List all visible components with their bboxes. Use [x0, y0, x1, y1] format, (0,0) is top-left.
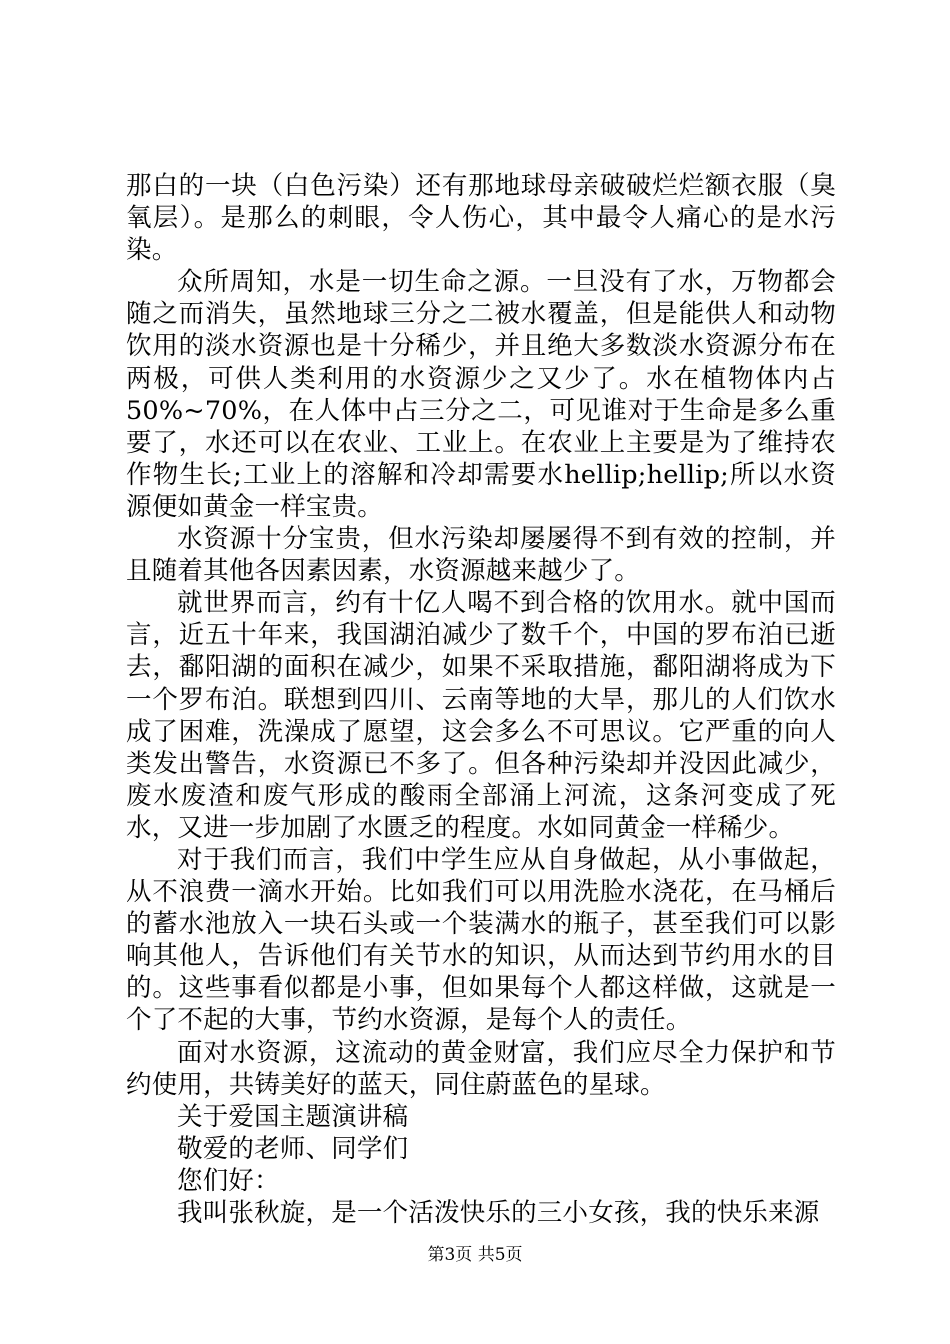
speech-title: 关于爱国主题演讲稿	[177, 1101, 409, 1132]
speech-greeting: 您们好：	[177, 1165, 280, 1196]
speech-intro: 我叫张秋旋，是一个活泼快乐的三小女孩，我的快乐来源	[177, 1198, 820, 1228]
paragraph-student-actions: 对于我们而言，我们中学生应从自身做起，从小事做起，从不浪费一滴水开始。比如我们可以用洗脸水浇花，在马桶后的蓄水池放入一块石头或一个装满水的瓶子，甚至我们可以影响其他人，告诉他们有关节水的知识，从而达到节约用水的目的。这些事看似都是小事，但如果每个人都这样做，这就是一个了不起的大事，节约水资源，是每个人的责任。	[126, 844, 836, 1036]
page-indicator: 第3页 共5页	[427, 1245, 523, 1265]
speech-salutation: 敬爱的老师、同学们	[177, 1133, 409, 1164]
paragraph-world-situation: 就世界而言，约有十亿人喝不到合格的饮用水。就中国而言，近五十年来，我国湖泊减少了数千个，中国的罗布泊已逝去，鄱阳湖的面积在减少，如果不采取措施，鄱阳湖将成为下一个罗布泊。联想到四川、云南等地的大旱，那儿的人们饮水成了困难，洗澡成了愿望，这会多么不可思议。它严重的向人类发出警告，水资源已不多了。但各种污染却并没因此减少，废水废渣和废气形成的酸雨全部涌上河流，这条河变成了死水，又进一步加剧了水匮乏的程度。水如同黄金一样稀少。	[126, 588, 836, 843]
paragraph-water-importance: 众所周知，水是一切生命之源。一旦没有了水，万物都会随之而消失，虽然地球三分之二被水覆盖，但是能供人和动物饮用的淡水资源也是十分稀少，并且绝大多数淡水资源分布在两极，可供人类利用的水资源少之又少了。水在植物体内占50%~70%，在人体中占三分之二，可见谁对于生命是多么重要了，水还可以在农业、工业上。在农业上主要是为了维持农作物生长;工业上的溶解和冷却需要水hellip;hellip;所以水资源便如黄金一样宝贵。	[126, 267, 836, 522]
page-footer	[0, 1244, 950, 1266]
paragraph-water-pollution: 水资源十分宝贵，但水污染却屡屡得不到有效的控制，并且随着其他各因素因素，水资源越来越少了。	[126, 524, 836, 587]
paragraph-conclusion: 面对水资源，这流动的黄金财富，我们应尽全力保护和节约使用，共铸美好的蓝天，同住蔚蓝色的星球。	[126, 1037, 836, 1100]
document-body	[126, 170, 836, 1229]
paragraph-continuation: 那白的一块（白色污染）还有那地球母亲破破烂烂额衣服（臭氧层）。是那么的刺眼，令人伤心，其中最令人痛心的是水污染。	[126, 171, 836, 266]
